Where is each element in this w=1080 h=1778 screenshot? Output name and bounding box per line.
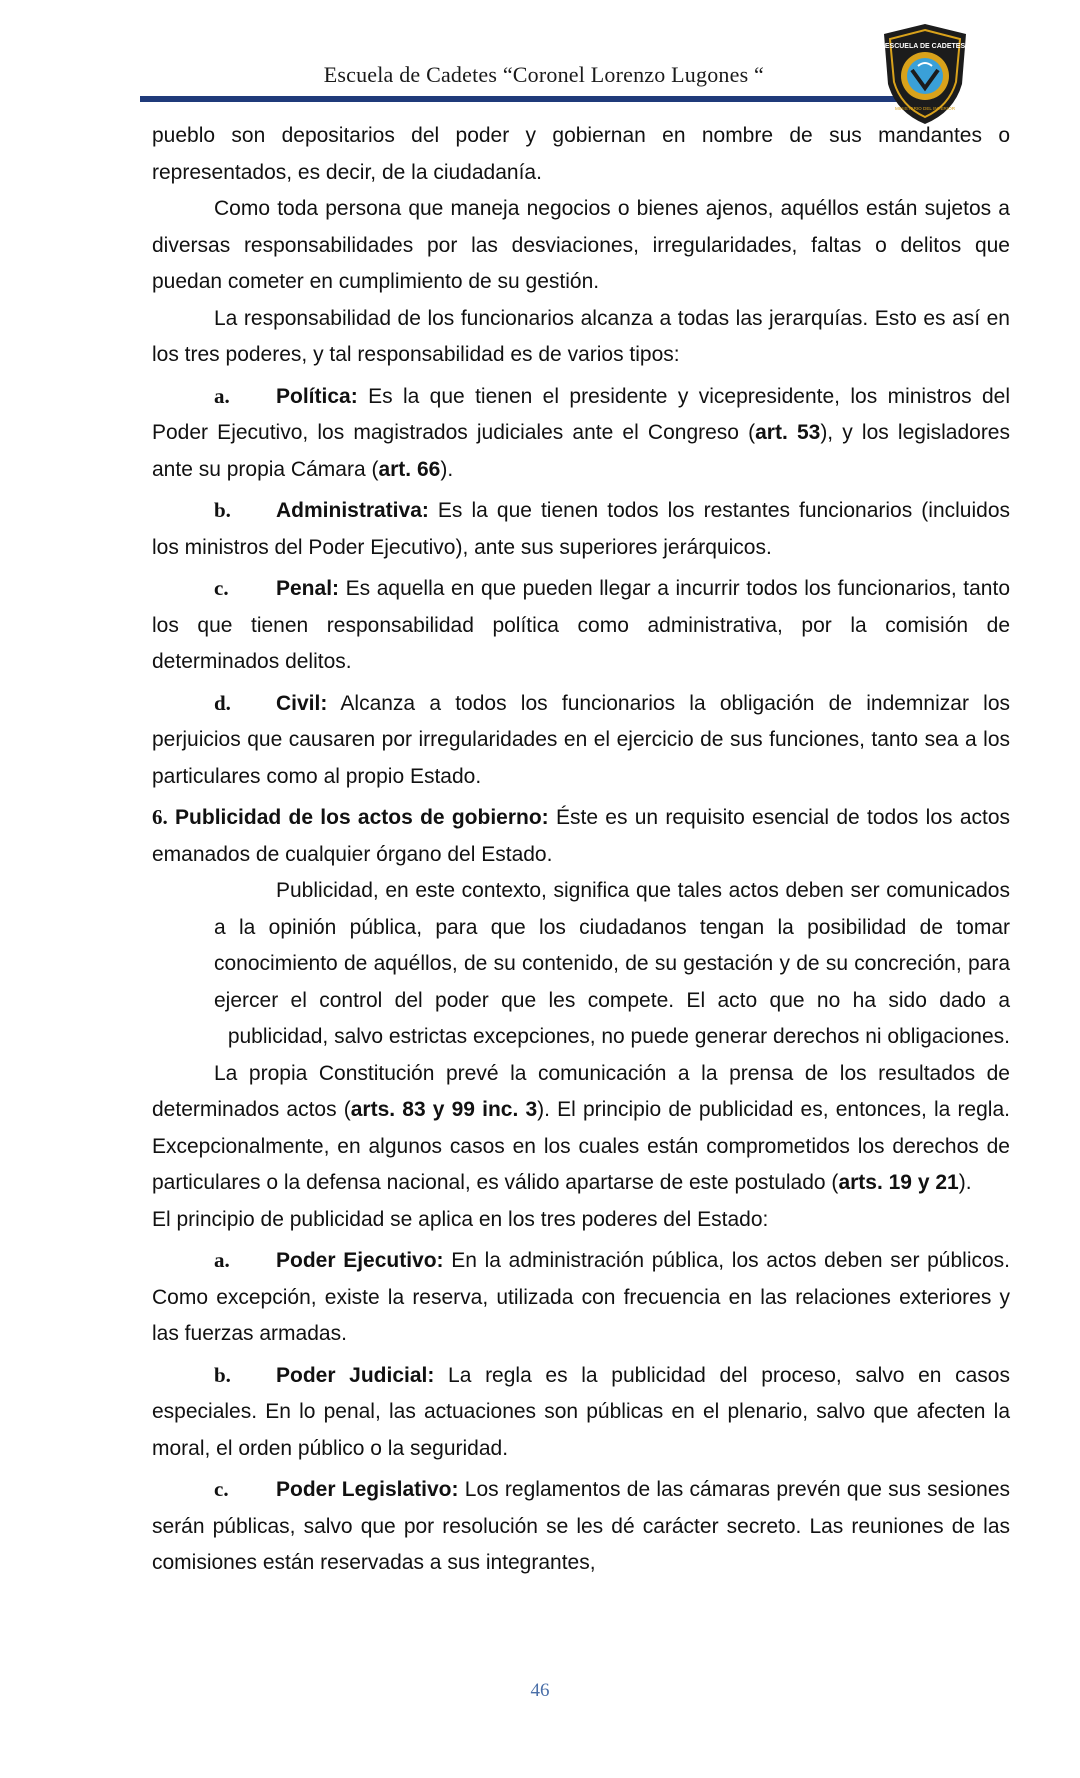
list-item-text: En la administración pública, los actos deben ser públicos. Como excepción, existe la reserva, utilizada con frecuencia en las relaciones exteriores y las fuerzas armadas. — [152, 1249, 1011, 1345]
list-item-text: ). — [440, 457, 454, 481]
page-header — [0, 0, 1080, 110]
article-ref: arts. 19 y 21 — [838, 1171, 959, 1194]
list-item-responsibility-civil — [152, 685, 1010, 796]
list-item-title: Poder Legislativo: — [276, 1478, 459, 1501]
crest-bottom-text: MINISTERIO DEL INTERIOR — [894, 106, 956, 111]
header-rule — [140, 96, 908, 102]
list-item-text: Es la que tienen todos los restantes funcionarios (incluidos los ministros del Poder Ejecutivo), ante sus superiores jerárquicos. — [152, 499, 1010, 559]
school-crest-logo — [882, 22, 968, 126]
section-title: Publicidad de los actos de gobierno: — [167, 806, 549, 829]
article-ref: arts. 83 y 99 inc. 3 — [350, 1098, 538, 1121]
article-ref: art. 53 — [755, 421, 821, 444]
paragraph: El principio de publicidad se aplica en los tres poderes del Estado: — [152, 1207, 769, 1231]
list-item-text: Los reglamentos de las cámaras prevén que sus sesiones serán públicas, salvo que por resolución se les dé carácter secreto. Las reuniones de las comisiones están reservadas a sus integrantes, — [152, 1478, 1011, 1574]
list-marker: c. — [214, 1477, 229, 1501]
list-item-title: Poder Ejecutivo: — [276, 1249, 444, 1272]
paragraph-text: ). El principio de publicidad es, entonces, la regla. Excepcionalmente, en algunos casos en los cuales están comprometidos los derechos de particulares o la defensa nacional, es válido apartarse de este postulado ( — [152, 1098, 1010, 1194]
list-marker: c. — [214, 576, 229, 600]
list-marker: d. — [214, 690, 231, 715]
indented-quote — [214, 873, 1010, 1056]
list-item-title: Civil: — [276, 691, 328, 715]
section-text: Éste es un requisito esencial de todos los actos emanados de cualquier órgano del Estado. — [152, 806, 1011, 866]
list-item-responsibility-penal — [152, 570, 1010, 681]
section-number: 6. — [152, 805, 168, 829]
list-item-text: Es la que tienen el presidente y vicepresidente, los ministros del Poder Ejecutivo, los magistrados judiciales ante el Congreso ( — [152, 384, 1010, 444]
list-marker: b. — [214, 498, 231, 522]
section-6-heading-paragraph — [152, 799, 1010, 873]
list-item-text: La regla es la publicidad del proceso, salvo en casos especiales. En lo penal, las actuaciones son públicas en el plenario, salvo que afecten la moral, el orden público o la seguridad. — [152, 1363, 1010, 1460]
list-marker: a. — [214, 383, 230, 408]
list-item-responsibility-administrativa — [152, 492, 1010, 566]
list-item-title: Administrativa: — [276, 499, 429, 522]
crest-top-text: ESCUELA DE CADETES — [884, 43, 966, 50]
paragraph-text: La propia Constitución prevé la comunicación a la prensa de los resultados de determinados actos ( — [152, 1061, 1010, 1121]
list-item-poder-ejecutivo — [152, 1242, 1010, 1353]
list-item-poder-legislativo — [152, 1471, 1010, 1582]
quote-text: Publicidad, en este contexto, significa que tales actos deben ser comunicados a la opinión pública, para que los ciudadanos tengan la posibilidad de tomar conocimiento de aquéllos, de su contenido, de su gestación y de su concreción, para ejercer el control del poder que les compete. El acto que no ha sido dado a publicidad, salvo estrictas excepciones, no puede generar derechos ni obligaciones. — [214, 879, 1010, 1048]
list-item-title: Penal: — [276, 577, 340, 600]
paragraph: La responsabilidad de los funcionarios alcanza a todas las jerarquías. Esto es así en los tres poderes, y tal responsabilidad es de varios tipos: — [152, 306, 1010, 366]
page-number: 46 — [530, 1680, 550, 1701]
list-item-text: Alcanza a todos los funcionarios la obligación de indemnizar los perjuicios que causaren por irregularidades en el ejercicio de sus funciones, tanto sea a los particulares como al propio Estado. — [152, 691, 1010, 788]
list-item-title: Política: — [276, 384, 358, 408]
document-body — [152, 118, 1010, 1582]
list-item-poder-judicial — [152, 1357, 1010, 1468]
list-item-title: Poder Judicial: — [276, 1363, 435, 1387]
list-item-text: Es aquella en que pueden llegar a incurrir todos los funcionarios, tanto los que tienen responsabilidad política como administrativa, por la comisión de determinados delitos. — [152, 577, 1010, 673]
article-ref: art. 66 — [378, 457, 441, 481]
list-item-responsibility-politica — [152, 378, 1010, 489]
list-marker: a. — [214, 1248, 230, 1272]
paragraph — [152, 1056, 1010, 1202]
list-marker: b. — [214, 1362, 231, 1387]
paragraph-text: ). — [958, 1171, 972, 1194]
header-title: Escuela de Cadetes “Coronel Lorenzo Lugones “ — [323, 62, 764, 87]
paragraph: Como toda persona que maneja negocios o bienes ajenos, aquéllos están sujetos a diversas responsabilidades por las desviaciones, irregularidades, faltas o delitos que puedan cometer en cumplimiento de su gestión. — [152, 197, 1010, 293]
list-item-text: ), y los legisladores ante su propia Cámara ( — [152, 421, 1010, 481]
paragraph: pueblo son depositarios del poder y gobiernan en nombre de sus mandantes o representados, es decir, de la ciudadanía. — [152, 124, 1010, 184]
